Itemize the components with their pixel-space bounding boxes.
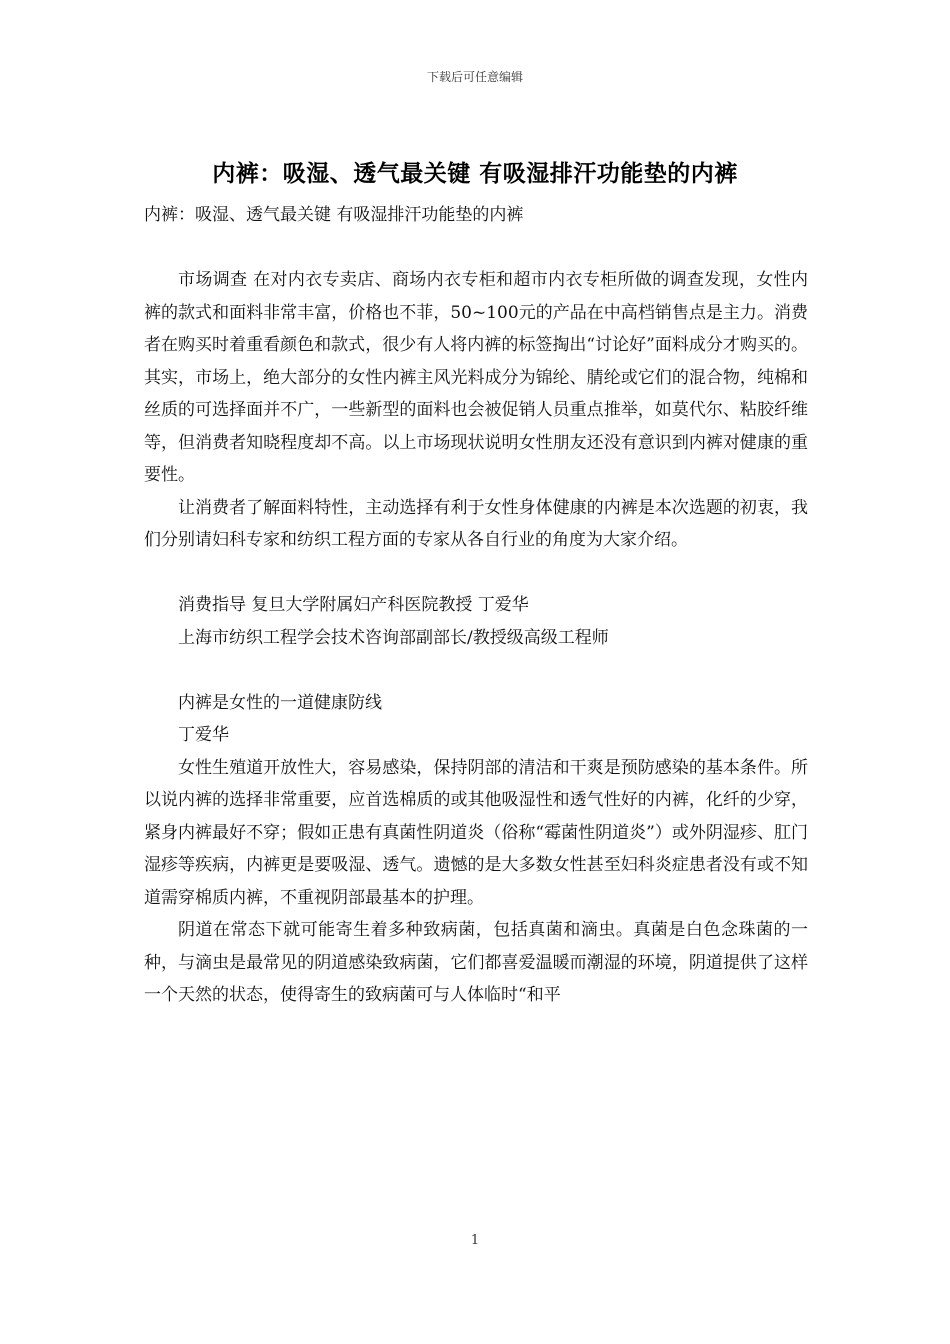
paragraph-infection-prevention: 女性生殖道开放性大，容易感染，保持阴部的清洁和干爽是预防感染的基本条件。所以说内裤的选择非常重要，应首选棉质的或其他吸湿性和透气性好的内裤，化纤的少穿，紧身内裤最好不穿；假如正患有真菌性阴道炎（俗称“霉菌性阴道炎”）或外阴湿疹、肛门湿疹等疾病，内裤更是要吸湿、透气。遗憾的是大多数女性甚至妇科炎症患者没有或不知道需穿棉质内裤，不重视阴部最基本的护理。 <box>144 757 808 908</box>
spacer <box>144 654 808 687</box>
paragraph-purpose: 让消费者了解面料特性，主动选择有利于女性身体健康的内裤是本次选题的初衷，我们分别请妇科专家和纺织工程方面的专家从各自行业的角度为大家介绍。 <box>144 497 808 550</box>
page-number: 1 <box>470 1233 480 1248</box>
section-author: 丁爱华 <box>178 725 229 745</box>
consumer-guide-line-1: 消费指导 复旦大学附属妇产科医院教授 丁爱华 <box>178 595 529 615</box>
document-body <box>144 199 808 1012</box>
paragraph-pathogens: 阴道在常态下就可能寄生着多种致病菌，包括真菌和滴虫。真菌是白色念珠菌的一种，与滴虫是最常见的阴道感染致病菌，它们都喜爱温暖而潮湿的环境，阴道提供了这样一个天然的状态，使得寄生的致病菌可与人体临时“和平 <box>144 920 808 1005</box>
section-title: 内裤是女性的一道健康防线 <box>178 692 382 713</box>
subtitle: 内裤：吸湿、透气最关键 有吸湿排汗功能垫的内裤 <box>144 205 524 225</box>
consumer-guide-line-2: 上海市纺织工程学会技术咨询部副部长/教授级高级工程师 <box>178 627 609 648</box>
spacer <box>144 557 808 590</box>
paragraph-market-survey: 市场调查 在对内衣专卖店、商场内衣专柜和超市内衣专柜所做的调查发现，女性内裤的款式和面料非常丰富，价格也不菲，50~100元的产品在中高档销售点是主力。消费者在购买时着重看颜色和款式，很少有人将内裤的标签掏出“讨论好”面料成分才购买的。其实，市场上，绝大部分的女性内裤主风光料成分为锦纶、腈纶或它们的混合物，纯棉和丝质的可选择面并不广，一些新型的面料也会被促销人员重点推举，如莫代尔、粘胶纤维等，但消费者知晓程度却不高。以上市场现状说明女性朋友还没有意识到内裤对健康的重要性。 <box>144 270 808 485</box>
document-title: 内裤：吸湿、透气最关键 有吸湿排汗功能垫的内裤 <box>212 161 738 187</box>
header-note: 下载后可任意编辑 <box>426 70 523 84</box>
spacer <box>144 232 808 265</box>
